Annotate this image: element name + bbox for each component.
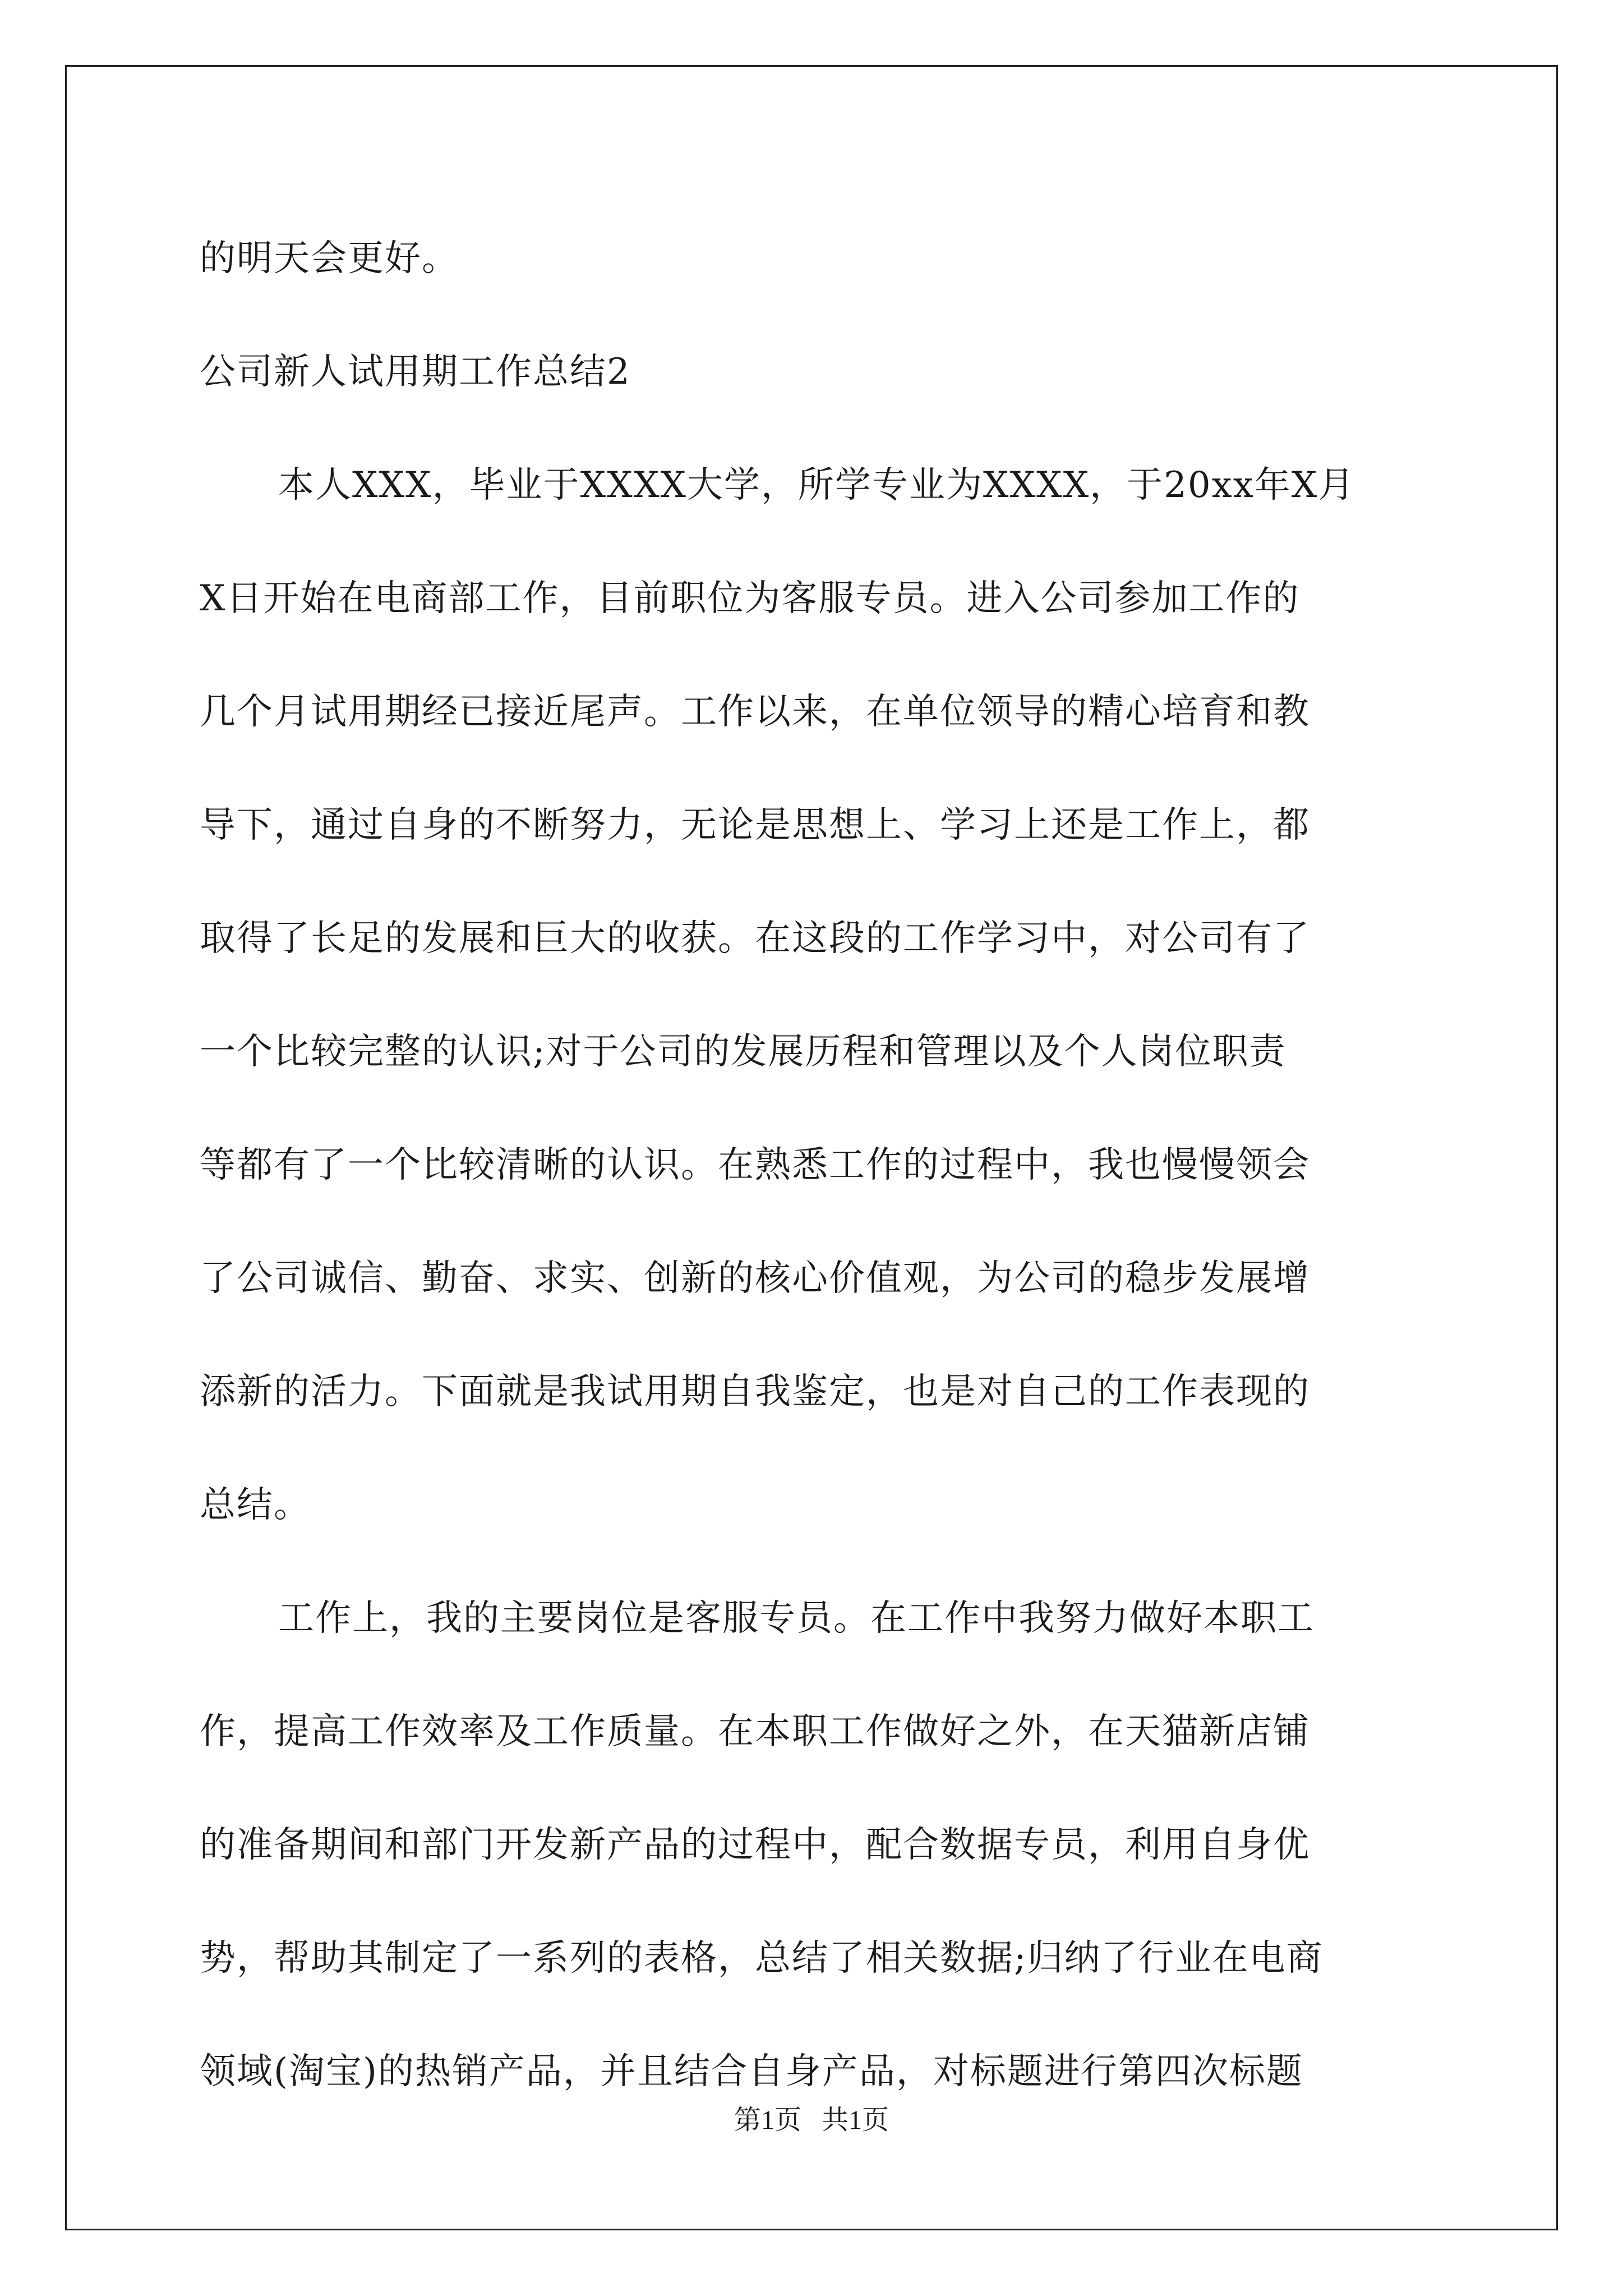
page-footer: 第1页 共1页 xyxy=(734,2105,889,2135)
document-body xyxy=(200,202,1433,2128)
text-line: 作，提高工作效率及工作质量。在本职工作做好之外，在天猫新店铺 xyxy=(200,1711,1310,1752)
text-line: 一个比较完整的认识;对于公司的发展历程和管理以及个人岗位职责 xyxy=(200,1031,1287,1073)
text-line: 的明天会更好。 xyxy=(200,238,459,279)
text-line: X日开始在电商部工作，目前职位为客服专员。进入公司参加工作的 xyxy=(200,578,1300,619)
text-line: 添新的活力。下面就是我试用期自我鉴定，也是对自己的工作表现的 xyxy=(200,1371,1310,1412)
text-line: 取得了长足的发展和巨大的收获。在这段的工作学习中，对公司有了 xyxy=(200,918,1310,959)
text-line: 总结。 xyxy=(200,1484,311,1526)
text-line: 等都有了一个比较清晰的认识。在熟悉工作的过程中，我也慢慢领会 xyxy=(200,1144,1310,1186)
text-line: 了公司诚信、勤奋、求实、创新的核心价值观，为公司的稳步发展增 xyxy=(200,1258,1310,1299)
section-heading: 公司新人试用期工作总结2 xyxy=(200,351,631,393)
text-line: 几个月试用期经已接近尾声。工作以来，在单位领导的精心培育和教 xyxy=(200,691,1310,733)
paragraph-first-line: 本人XXX，毕业于XXXX大学，所学专业为XXXX，于20xx年X月 xyxy=(278,464,1355,506)
paragraph-first-line: 工作上，我的主要岗位是客服专员。在工作中我努力做好本职工 xyxy=(278,1598,1315,1639)
text-line: 的准备期间和部门开发新产品的过程中，配合数据专员，利用自身优 xyxy=(200,1824,1310,1866)
text-line: 势，帮助其制定了一系列的表格，总结了相关数据;归纳了行业在电商 xyxy=(200,1938,1324,1979)
text-line: 导下，通过自身的不断努力，无论是思想上、学习上还是工作上，都 xyxy=(200,804,1310,846)
text-line: 领域(淘宝)的热销产品，并且结合自身产品，对标题进行第四次标题 xyxy=(200,2051,1303,2092)
